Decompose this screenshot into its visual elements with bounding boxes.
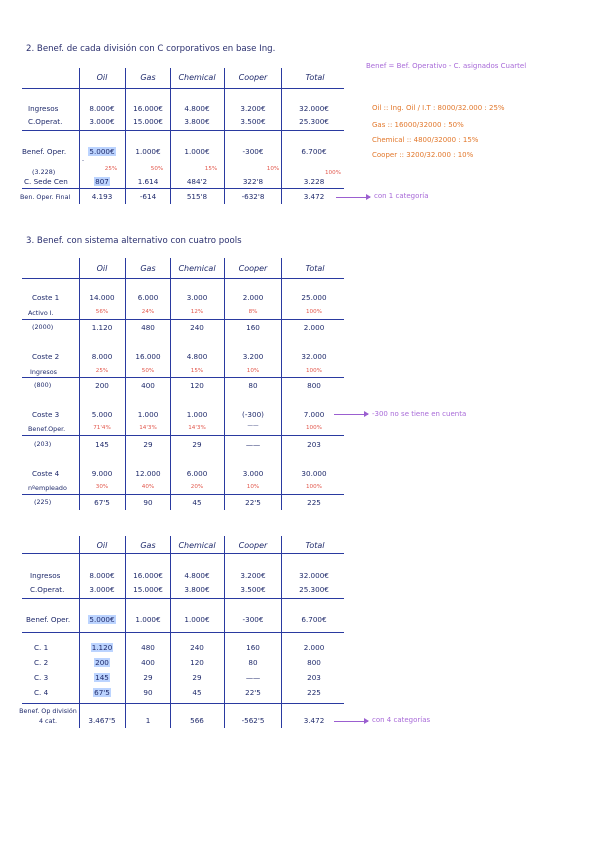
cell: 203	[307, 673, 321, 682]
cell: 16.000€	[133, 104, 163, 113]
pct: 40%	[141, 484, 155, 490]
cell: (-300)	[242, 410, 264, 419]
pct: 25%	[104, 166, 118, 172]
cell: 32.000	[301, 352, 327, 361]
col-oil: Oil	[96, 541, 108, 550]
formula-title: Benef = Bef. Operativo - C. asignados Cuartel	[366, 62, 527, 70]
cell: ——	[245, 440, 261, 449]
cell: 5.000	[91, 410, 113, 419]
pct: 100%	[306, 425, 322, 431]
pct: 10%	[246, 484, 260, 490]
block-base: (2000)	[32, 323, 54, 331]
note: con 4 categorías	[372, 716, 431, 724]
table-row-line	[22, 377, 344, 378]
block-sub: Ingresos	[30, 368, 57, 376]
row-label: Benef. Op división 4 cat.	[19, 707, 77, 725]
cell	[80, 688, 124, 697]
col-cooper: Cooper	[238, 541, 268, 550]
cell: 120	[190, 381, 204, 390]
cell: 30.000	[301, 469, 327, 478]
block-base: (225)	[34, 498, 52, 506]
arrow-icon	[334, 414, 368, 415]
row-label: C. 3	[34, 673, 49, 682]
highlighted-value: 67'5	[94, 688, 110, 697]
cell: 12.000	[135, 469, 161, 478]
cell: 16.000	[135, 352, 161, 361]
cell: 566	[190, 716, 204, 725]
section1-title: 2. Benef. de cada división con C corporativos en base Ing.	[26, 44, 276, 54]
pct: 10%	[266, 166, 280, 172]
cell: 16.000€	[133, 571, 163, 580]
cell: 67'5	[94, 498, 110, 507]
table-row-line	[22, 598, 344, 599]
cell: 4.800€	[184, 571, 210, 580]
cell: 8.000€	[89, 104, 115, 113]
pct: 100%	[306, 484, 322, 490]
highlighted-value: 200	[95, 658, 109, 667]
cell	[80, 643, 124, 652]
block-name: Coste 3	[32, 410, 60, 419]
pct: 25%	[95, 368, 109, 374]
cell: 45	[192, 498, 202, 507]
formula: Cooper :: 3200/32.000 : 10%	[372, 151, 474, 159]
cell: 1.000€	[184, 615, 210, 624]
row-label: C. 1	[34, 643, 49, 652]
highlighted-value: 1.120	[91, 643, 113, 652]
highlighted-value: 145	[95, 673, 109, 682]
cell: 6.700€	[301, 615, 327, 624]
cell: 90	[143, 498, 153, 507]
cell: 3.000	[186, 293, 208, 302]
cell: 4.800	[186, 352, 208, 361]
cell: 400	[141, 658, 155, 667]
cell: 120	[190, 658, 204, 667]
block-name: Coste 2	[32, 352, 60, 361]
block-base: (800)	[34, 381, 52, 389]
col-cooper: Cooper	[238, 264, 268, 273]
table-row-line	[22, 319, 344, 320]
cell: 25.300€	[299, 585, 329, 594]
dash: -	[82, 158, 85, 164]
cell	[80, 177, 124, 186]
pct: 10%	[246, 368, 260, 374]
cell: 8.000	[91, 352, 113, 361]
cell: 6.000	[137, 293, 159, 302]
table-divider	[281, 68, 282, 204]
cell: 322'8	[242, 177, 264, 186]
table-row-line	[22, 494, 344, 495]
col-gas: Gas	[140, 264, 156, 273]
highlighted-value: 5.000€	[89, 147, 115, 156]
row-label: C.Operat.	[28, 117, 63, 126]
cell: 2.000	[303, 643, 325, 652]
cell: 4.800€	[184, 104, 210, 113]
cell: 1.000	[186, 410, 208, 419]
cell: 25.300€	[299, 117, 329, 126]
pct: 15%	[190, 368, 204, 374]
cell: 3.228	[303, 177, 325, 186]
table-header-line	[22, 553, 344, 554]
cell: 80	[248, 381, 258, 390]
col-cooper: Cooper	[238, 73, 268, 82]
arrow-icon	[334, 721, 368, 722]
cell: 225	[307, 688, 321, 697]
col-chemical: Chemical	[178, 541, 216, 550]
cell: 160	[246, 643, 260, 652]
formula: Oil :: Ing. Oil / I.T : 8000/32.000 : 25%	[372, 104, 505, 112]
pct: 71'4%	[93, 425, 111, 431]
row-label: Ben. Oper. Final	[20, 193, 71, 201]
cell: 1.000€	[135, 147, 161, 156]
pct: 56%	[95, 309, 109, 315]
cell: 1	[145, 716, 151, 725]
cell: 515'8	[186, 192, 208, 201]
cell: 400	[141, 381, 155, 390]
cell	[80, 673, 124, 682]
cell: 484'2	[186, 177, 208, 186]
cell: 480	[141, 323, 155, 332]
block-sub: Activo I.	[28, 309, 54, 317]
formula: Chemical :: 4800/32000 : 15%	[372, 136, 479, 144]
cell: 4.193	[91, 192, 113, 201]
row-label: C.Operat.	[30, 585, 65, 594]
cell: 3.800€	[184, 585, 210, 594]
cell	[80, 615, 124, 624]
cell: 3.200€	[240, 571, 266, 580]
pct: 24%	[141, 309, 155, 315]
table-row-line	[22, 632, 344, 633]
note: con 1 categoría	[374, 192, 429, 200]
cell: -632'8	[241, 192, 265, 201]
cell: 8.000€	[89, 571, 115, 580]
cell: 22'5	[245, 498, 261, 507]
cell: 1.000€	[184, 147, 210, 156]
col-gas: Gas	[140, 541, 156, 550]
sede-sub: (3.228)	[32, 168, 56, 176]
pct: 30%	[95, 484, 109, 490]
cell: 29	[143, 673, 153, 682]
table-row-line	[22, 703, 344, 704]
cell: 225	[307, 498, 321, 507]
block-sub: nºempleado	[28, 484, 67, 492]
cell: 145	[95, 440, 109, 449]
table-divider	[170, 68, 171, 204]
highlighted-value: 5.000€	[89, 615, 115, 624]
cell: 1.614	[137, 177, 159, 186]
pct: 12%	[190, 309, 204, 315]
cell: 9.000	[91, 469, 113, 478]
pct: 100%	[325, 170, 341, 176]
cell: 2.000	[242, 293, 264, 302]
table-header-line	[22, 88, 344, 89]
col-chemical: Chemical	[178, 73, 216, 82]
cell: 3.467'5	[88, 716, 116, 725]
table-row-line	[22, 188, 344, 189]
cell: 90	[143, 688, 153, 697]
cell: 7.000	[303, 410, 325, 419]
cell: 29	[192, 440, 202, 449]
table-divider	[224, 68, 225, 204]
table-header-line	[22, 278, 344, 279]
row-label: Ingresos	[30, 571, 61, 580]
pct: 14'3%	[139, 425, 157, 431]
row-label: C. 2	[34, 658, 49, 667]
cell: 3.000€	[89, 585, 115, 594]
pct: 15%	[204, 166, 218, 172]
pct: 50%	[150, 166, 164, 172]
col-oil: Oil	[96, 73, 108, 82]
cell: 240	[190, 323, 204, 332]
cell: 6.000	[186, 469, 208, 478]
cell: 1.000	[137, 410, 159, 419]
block-name: Coste 4	[32, 469, 60, 478]
cell: 2.000	[303, 323, 325, 332]
row-label: Benef. Oper.	[26, 615, 71, 624]
block-base: (203)	[34, 440, 52, 448]
cell: 1.000€	[135, 615, 161, 624]
col-total: Total	[305, 541, 325, 550]
pct: 8%	[248, 309, 258, 315]
pct: 50%	[141, 368, 155, 374]
block-name: Coste 1	[32, 293, 60, 302]
cell: 45	[192, 688, 202, 697]
cell: -562'5	[241, 716, 265, 725]
cell	[80, 147, 124, 156]
cell: -300€	[242, 147, 264, 156]
cell: 3.500€	[240, 117, 266, 126]
cell: 3.200€	[240, 104, 266, 113]
cell: -614	[139, 192, 157, 201]
cell: 32.000€	[299, 104, 329, 113]
cell: 3.000€	[89, 117, 115, 126]
pct: 100%	[306, 309, 322, 315]
block-sub: Benef.Oper.	[28, 425, 66, 433]
pct: 20%	[190, 484, 204, 490]
cell: 6.700€	[301, 147, 327, 156]
table-row-line	[22, 130, 344, 131]
row-label: C. 4	[34, 688, 49, 697]
arrow-icon	[336, 197, 370, 198]
note: -300 no se tiene en cuenta	[372, 410, 467, 418]
cell: 160	[246, 323, 260, 332]
col-gas: Gas	[140, 73, 156, 82]
cell: 29	[192, 673, 202, 682]
col-total: Total	[305, 264, 325, 273]
col-oil: Oil	[96, 264, 108, 273]
cell: 3.472	[303, 192, 325, 201]
cell: 32.000€	[299, 571, 329, 580]
cell: 3.472	[303, 716, 325, 725]
cell: 200	[95, 381, 109, 390]
table-divider	[224, 258, 225, 510]
row-label: C. Sede Cen	[24, 177, 68, 186]
pct: 100%	[306, 368, 322, 374]
table-row-line	[22, 435, 344, 436]
formula: Gas :: 16000/32000 : 50%	[372, 121, 464, 129]
cell: 800	[307, 658, 321, 667]
cell: 15.000€	[133, 585, 163, 594]
table-divider	[281, 258, 282, 510]
section2-title: 3. Benef. con sistema alternativo con cuatro pools	[26, 236, 242, 246]
highlighted-value: 807	[95, 177, 109, 186]
cell: 240	[190, 643, 204, 652]
cell: 22'5	[245, 688, 261, 697]
cell: 800	[307, 381, 321, 390]
pct: ——	[247, 423, 259, 429]
table-divider	[170, 258, 171, 510]
cell: 25.000	[301, 293, 327, 302]
cell: 3.200	[242, 352, 264, 361]
row-label: Ingresos	[28, 104, 59, 113]
cell: -300€	[242, 615, 264, 624]
cell: 3.500€	[240, 585, 266, 594]
cell: 14.000	[89, 293, 115, 302]
col-chemical: Chemical	[178, 264, 216, 273]
cell: 80	[248, 658, 258, 667]
cell: 15.000€	[133, 117, 163, 126]
cell: 29	[143, 440, 153, 449]
cell	[80, 658, 124, 667]
cell: ——	[245, 673, 261, 682]
cell: 3.000	[242, 469, 264, 478]
cell: 203	[307, 440, 321, 449]
row-label: Benef. Oper.	[22, 147, 67, 156]
cell: 1.120	[91, 323, 113, 332]
cell: 3.800€	[184, 117, 210, 126]
col-total: Total	[305, 73, 325, 82]
cell: 480	[141, 643, 155, 652]
pct: 14'3%	[188, 425, 206, 431]
